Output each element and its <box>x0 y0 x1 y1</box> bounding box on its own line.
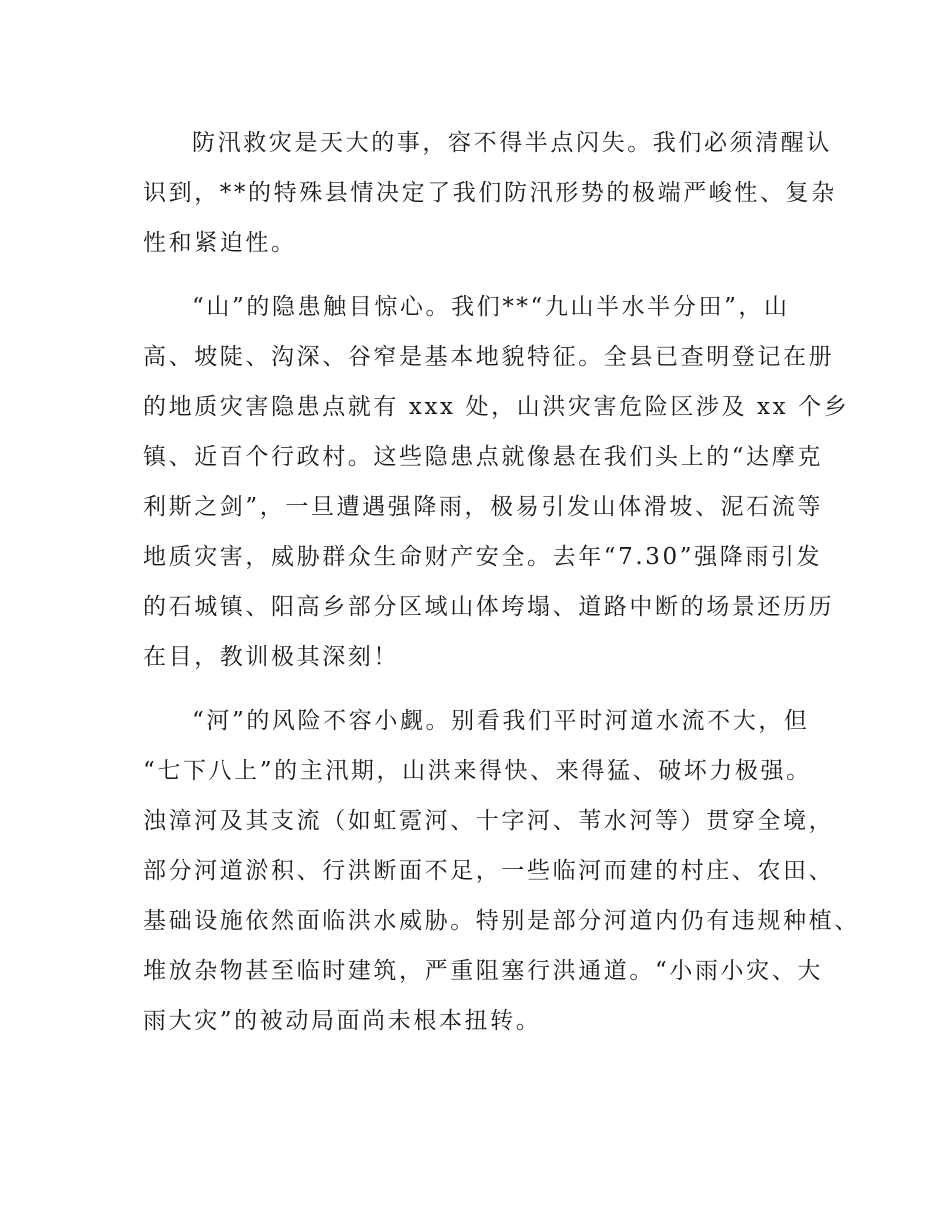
text-line: 基础设施依然面临洪水威胁。特别是部分河道内仍有违规种植、 <box>143 908 860 934</box>
text-line: 地质灾害，威胁群众生命财产安全。去年“7.30”强降雨引发 <box>143 544 823 570</box>
text-line: 的石城镇、阳高乡部分区域山体垮塌、道路中断的场景还历历 <box>143 594 835 620</box>
text-line: 性和紧迫性。 <box>143 230 297 256</box>
text-line: 防汛救灾是天大的事，容不得半点闪失。我们必须清醒认 <box>192 130 832 156</box>
text-line: “七下八上”的主汛期，山洪来得快、来得猛、破坏力极强。 <box>143 758 812 784</box>
text-line: 利斯之剑”，一旦遭遇强降雨，极易引发山体滑坡、泥石流等 <box>143 494 823 520</box>
text-line: 部分河道淤积、行洪断面不足，一些临河而建的村庄、农田、 <box>143 858 835 884</box>
text-line: 浊漳河及其支流（如虹霓河、十字河、苇水河等）贯穿全境， <box>143 808 835 834</box>
text-line: “河”的风险不容小觑。别看我们平时河道水流不大，但 <box>192 708 810 734</box>
text-line: 雨大灾”的被动局面尚未根本扭转。 <box>143 1008 542 1034</box>
text-line: 在目，教训极其深刻！ <box>143 644 399 670</box>
text-line: 高、坡陡、沟深、谷窄是基本地貌特征。全县已查明登记在册 <box>143 344 835 370</box>
text-line: 识到，**的特殊县情决定了我们防汛形势的极端严峻性、复杂 <box>143 180 837 206</box>
text-line: 镇、近百个行政村。这些隐患点就像悬在我们头上的“达摩克 <box>143 444 823 470</box>
text-line: “山”的隐患触目惊心。我们**“九山半水半分田”，山 <box>192 294 790 320</box>
text-line: 的地质灾害隐患点就有 xxx 处，山洪灾害危险区涉及 xx 个乡 <box>143 394 850 420</box>
text-line: 堆放杂物甚至临时建筑，严重阻塞行洪通道。“小雨小灾、大 <box>143 958 823 984</box>
